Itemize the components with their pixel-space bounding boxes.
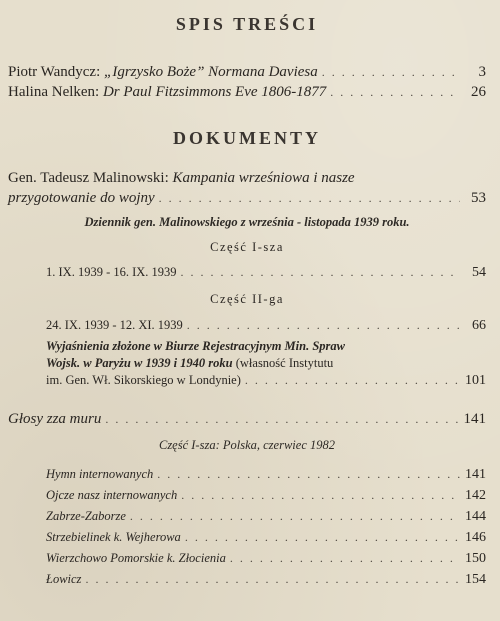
toc-entry-part1[interactable]	[8, 264, 486, 281]
item-title: Hymn internowanych	[46, 467, 154, 481]
glosy-items	[8, 464, 486, 590]
leader-dots	[105, 409, 459, 429]
toc-entry-zabrze[interactable]	[46, 506, 486, 527]
toc-entry-ojcze[interactable]	[46, 485, 486, 506]
part2-dates: 24. IX. 1939 - 12. XI. 1939	[46, 318, 183, 332]
part1-label: Część I-sza	[210, 240, 284, 254]
leader-dots	[181, 264, 460, 281]
entry-title: „Igrzysko Boże” Normana Daviesa	[104, 64, 318, 80]
toc-entry-hymn[interactable]	[46, 464, 486, 485]
explanation-line2-plain: (własność Instytutu	[232, 356, 334, 370]
item-title: Wierzchowo Pomorskie k. Złocienia	[46, 551, 226, 565]
item-page: 154	[465, 572, 486, 587]
item-title: Ojcze nasz internowanych	[46, 488, 178, 502]
entry-page: 54	[472, 265, 486, 280]
leader-dots	[130, 506, 460, 526]
explanation-line3: im. Gen. Wł. Sikorskiego w Londynie)	[46, 373, 241, 387]
leader-dots	[187, 317, 460, 334]
diary-title: Dziennik gen. Malinowskiego z września - listopada 1939 roku.	[84, 215, 410, 229]
entry-title: Dr Paul Fitzsimmons Eve 1806-1877	[102, 84, 327, 100]
part1-dates: 1. IX. 1939 - 16. IX. 1939	[46, 265, 177, 279]
contents-heading: SPIS TREŚCI	[175, 14, 319, 34]
entry-title-line1: Kampania wrześniowa i nasze	[172, 170, 355, 186]
item-title: Strzebielinek k. Wejherowa	[46, 530, 181, 544]
malinowski-line1	[8, 168, 486, 188]
toc-entry-explanation[interactable]	[46, 372, 486, 389]
toc-entry-part2[interactable]	[8, 317, 486, 334]
item-page: 142	[465, 488, 486, 503]
toc-entry-glosy[interactable]	[8, 409, 486, 429]
part2-label: Część II-ga	[210, 292, 284, 306]
leader-dots	[159, 188, 460, 208]
leader-dots	[330, 82, 460, 102]
glosy-part-heading: Część I-sza: Polska, czerwiec 1982	[158, 438, 335, 452]
explanation-line2	[46, 355, 486, 372]
leader-dots	[185, 527, 460, 547]
malinowski-section	[8, 168, 486, 389]
item-page: 146	[465, 530, 486, 545]
toc-entry-strzebielinek[interactable]	[46, 527, 486, 548]
explanation-line1: Wyjaśnienia złożone w Biurze Rejestracyjnym Min. Spraw	[46, 339, 346, 353]
toc-entry-lowicz[interactable]	[46, 569, 486, 590]
entry-title-line2: przygotowanie do wojny	[8, 190, 155, 206]
toc-entry-malinowski[interactable]	[8, 188, 486, 208]
leader-dots	[230, 548, 460, 568]
item-title: Zabrze-Zaborze	[46, 509, 126, 523]
glosy-title: Głosy zza muru	[8, 411, 102, 427]
toc-entry-wandycz[interactable]	[8, 62, 486, 82]
leader-dots	[322, 62, 460, 82]
entry-author: Piotr Wandycz:	[8, 64, 101, 80]
entry-page: 141	[463, 411, 486, 427]
entry-page: 101	[465, 373, 486, 388]
item-page: 150	[465, 551, 486, 566]
glosy-section	[8, 409, 486, 590]
item-page: 141	[465, 467, 486, 482]
entry-author: Gen. Tadeusz Malinowski:	[8, 170, 169, 186]
entry-page: 53	[471, 190, 486, 206]
leader-dots	[245, 372, 460, 389]
leader-dots	[85, 569, 460, 589]
entry-page: 26	[471, 84, 486, 100]
top-entries	[8, 62, 486, 102]
entry-page: 66	[472, 318, 486, 333]
leader-dots	[181, 485, 460, 505]
entry-page: 3	[478, 64, 486, 80]
documents-heading: DOKUMENTY	[173, 128, 321, 148]
item-page: 144	[465, 509, 486, 524]
entry-author: Halina Nelken:	[8, 84, 100, 100]
explanation-block	[8, 338, 486, 389]
explanation-line2-italic: Wojsk. w Paryżu w 1939 i 1940 roku	[46, 356, 233, 370]
toc-entry-nelken[interactable]	[8, 82, 486, 102]
toc-entry-wierzchowo[interactable]	[46, 548, 486, 569]
leader-dots	[157, 464, 460, 484]
item-title: Łowicz	[46, 572, 82, 586]
